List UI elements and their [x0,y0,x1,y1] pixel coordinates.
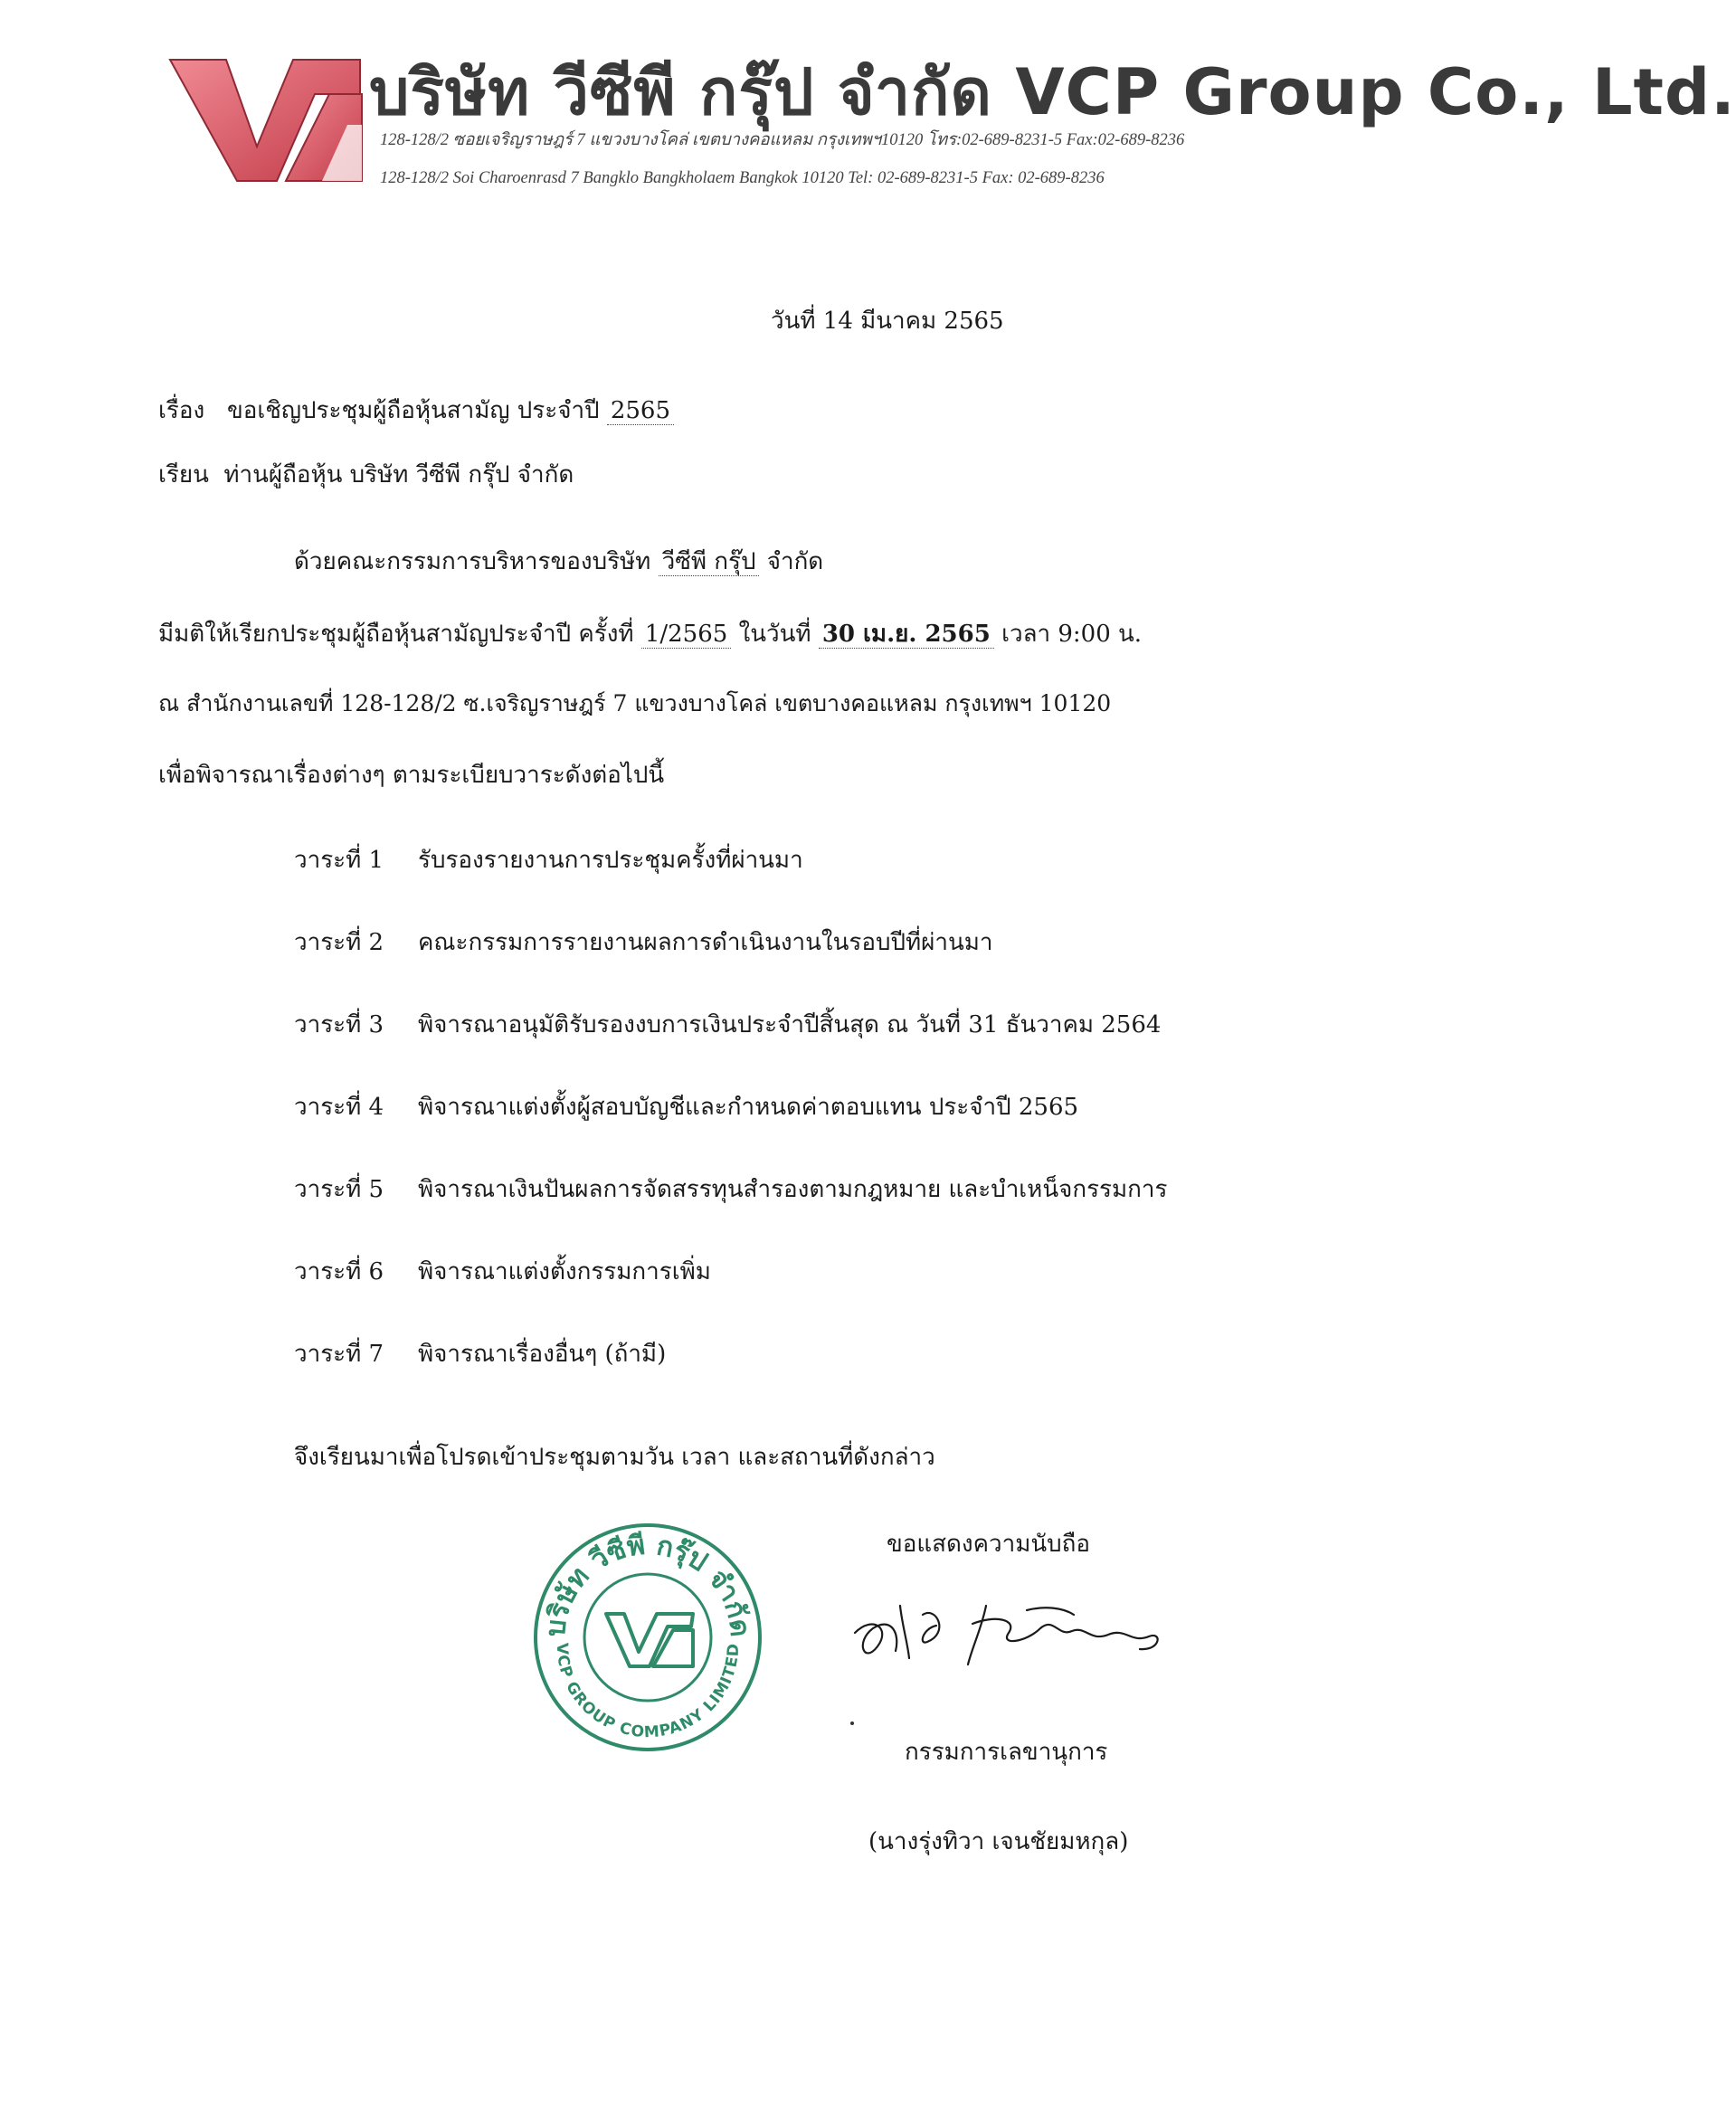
para-text: มีมติให้เรียกประชุมผู้ถือหุ้นสามัญประจำปี ครั้งที่ [158,621,634,648]
agenda-text: คณะกรรมการรายงานผลการดำเนินงานในรอบปีที่ผ่านมา [418,929,993,956]
to-line [158,456,574,493]
address-thai: 128-128/2 ซอยเจริญราษฎร์ 7 แขวงบางโคล่ เขตบางคอแหลม กรุงเทพฯ10120 โทร:02-689-8231-5 Fax:02-689-8236 [380,131,1185,149]
paragraph-line-4: เพื่อพิจารณาเรื่องต่างๆ ตามระเบียบวาระดังต่อไปนี้ [158,762,665,789]
svg-text:บริษัท วีซีพี กรุ๊ป จำกัด [540,1530,756,1638]
para-text: จำกัด [766,548,824,575]
agenda-label: วาระที่ 7 [294,1341,384,1368]
meeting-time: เวลา 9:00 น. [1001,621,1143,648]
stray-dot [850,1721,854,1725]
company-short-name: วีซีพี กรุ๊ป [659,548,760,576]
seal-text-bottom: VCP GROUP COMPANY LIMITED [552,1642,744,1742]
agenda-label: วาระที่ 4 [294,1094,384,1121]
agenda-label: วาระที่ 6 [294,1258,384,1285]
agenda-text: พิจารณาแต่งตั้งกรรมการเพิ่ม [418,1258,711,1285]
to-text: ท่านผู้ถือหุ้น บริษัท วีซีพี กรุ๊ป จำกัด [223,461,574,488]
regards: ขอแสดงความนับถือ [887,1531,1090,1558]
to-label: เรียน [158,461,209,488]
agenda-label: วาระที่ 3 [294,1011,384,1039]
letter-date: วันที่ 14 มีนาคม 2565 [771,308,1004,335]
paragraph-line-3: ณ สำนักงานเลขที่ 128-128/2 ซ.เจริญราษฎร์ 7 แขวงบางโคล่ เขตบางคอแหลม กรุงเทพฯ 10120 [158,690,1112,716]
para-text: ด้วยคณะกรรมการบริหารของบริษัท [294,548,651,575]
para-text: ในวันที่ [738,621,811,648]
company-seal [530,1520,765,1755]
paragraph-line-1 [294,543,823,580]
signer-title: กรรมการเลขานุการ [905,1739,1108,1766]
agenda-text: รับรองรายงานการประชุมครั้งที่ผ่านมา [418,847,803,874]
address-english: 128-128/2 Soi Charoenrasd 7 Bangklo Bangkholaem Bangkok 10120 Tel: 02-689-8231-5 Fax: 02-689-8236 [380,169,1105,187]
seal-text-top: บริษัท วีซีพี กรุ๊ป จำกัด [539,1529,756,1638]
subject-line [158,392,674,429]
subject-text: ขอเชิญประชุมผู้ถือหุ้นสามัญ ประจำปี [226,397,600,424]
agenda-text: พิจารณาอนุมัติรับรองงบการเงินประจำปีสิ้นสุด ณ วันที่ 31 ธันวาคม 2564 [418,1011,1162,1039]
subject-year: 2565 [607,397,674,425]
agenda-label: วาระที่ 2 [294,929,384,956]
subject-label: เรื่อง [158,397,205,424]
agenda-text: พิจารณาเงินปันผลการจัดสรรทุนสำรองตามกฎหมาย และบำเหน็จกรรมการ [418,1176,1168,1203]
agenda-text: พิจารณาเรื่องอื่นๆ (ถ้ามี) [418,1341,667,1368]
signer-name: (นางรุ่งทิวา เจนชัยมหกุล) [868,1828,1129,1855]
company-logo [170,47,367,183]
company-name: บริษัท วีซีพี กรุ๊ป จำกัด VCP Group Co., Ltd. [369,55,1736,129]
signature [837,1579,1181,1678]
paragraph-line-2 [158,615,1142,652]
meeting-date: 30 เม.ย. 2565 [819,621,994,649]
agenda-label: วาระที่ 5 [294,1176,384,1203]
closing-line: จึงเรียนมาเพื่อโปรดเข้าประชุมตามวัน เวลา และสถานที่ดังกล่าว [294,1444,935,1471]
agenda-text: พิจารณาแต่งตั้งผู้สอบบัญชีและกำหนดค่าตอบแทน ประจำปี 2565 [418,1094,1079,1121]
meeting-number: 1/2565 [641,621,731,649]
agenda-label: วาระที่ 1 [294,847,384,874]
